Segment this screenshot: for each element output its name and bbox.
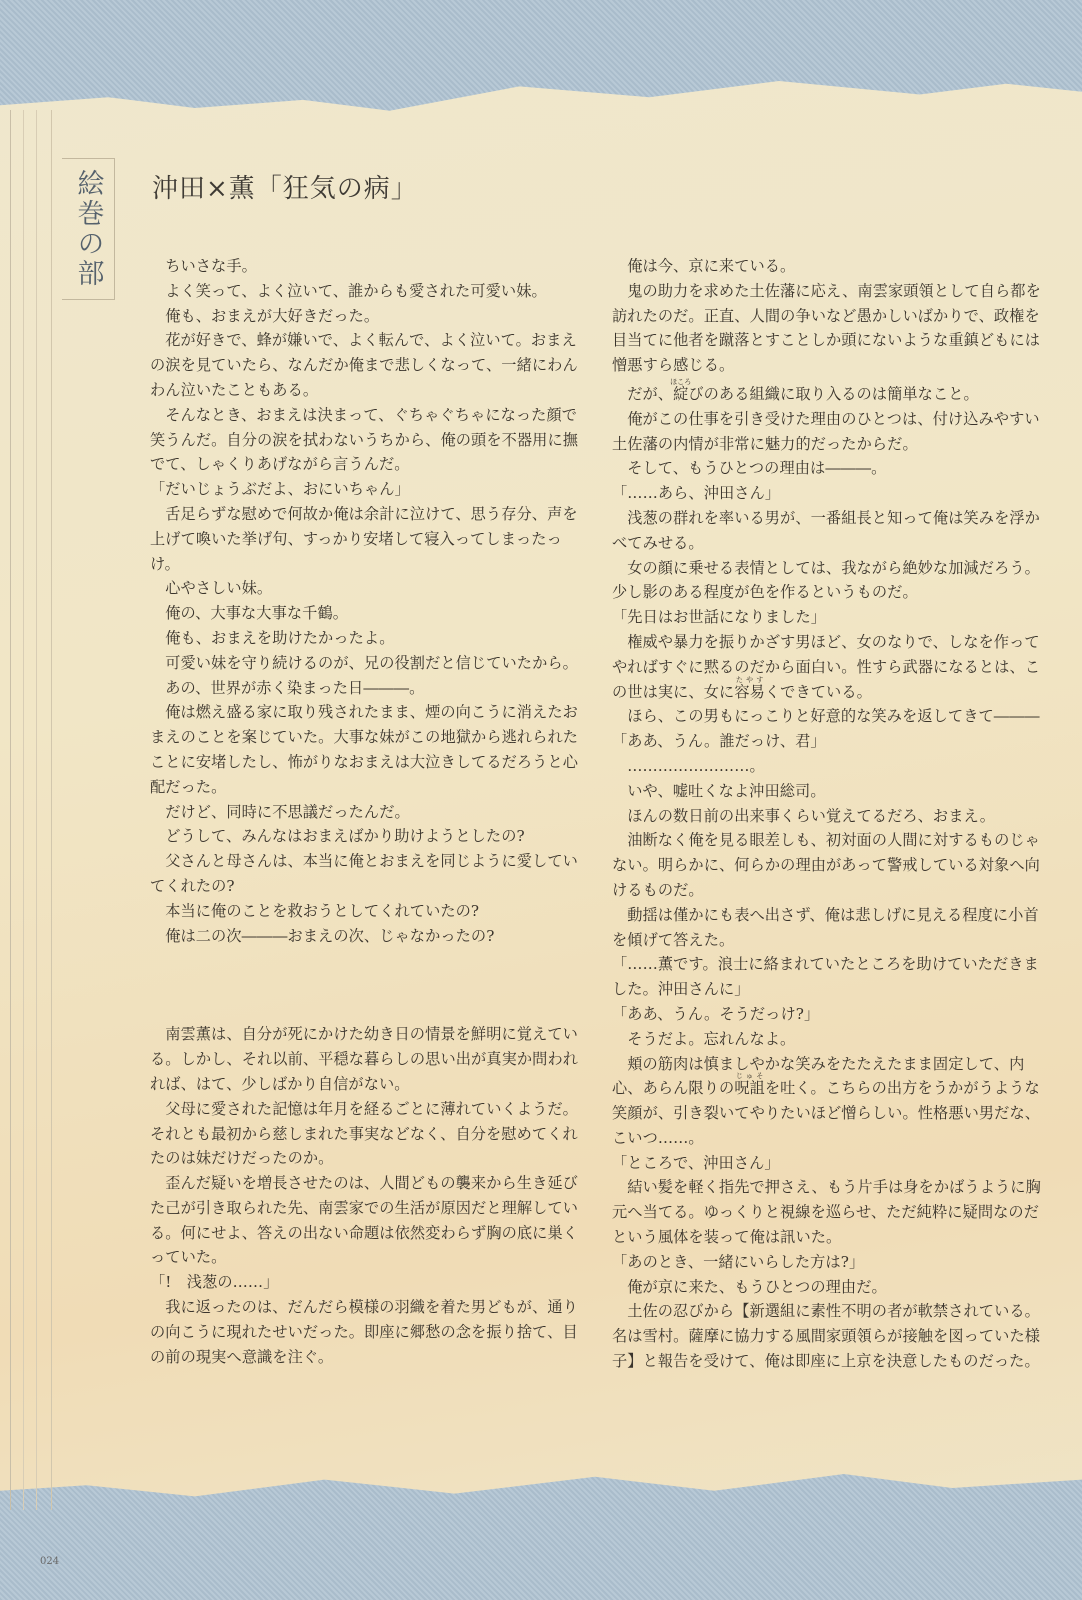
section-label: 絵巻の部 xyxy=(62,158,115,300)
ruby-reading: たやす xyxy=(734,675,765,684)
paragraph: 「! 浅葱の……」 xyxy=(150,1273,279,1292)
paragraph: 浅葱の群れを率いる男が、一番組長と知って俺は笑みを浮かべてみせる。 xyxy=(612,508,1040,552)
paragraph: いや、嘘吐くなよ沖田総司。 xyxy=(627,781,826,800)
paragraph: 歪んだ疑いを増長させたのは、人間どもの襲来から生き延びた己が引き取られた先、南雲家での生活が原因だと理解している。何にせよ、答えの出ない命題は依然変わらず胸の底に巣くっていた。 xyxy=(150,1174,579,1267)
paragraph: どうして、みんなはおまえばかり助けようとしたの? xyxy=(165,827,525,846)
paragraph xyxy=(612,630,1052,704)
paragraph: 俺が京に来た、もうひとつの理由だ。 xyxy=(627,1277,887,1296)
paragraph: あの、世界が赤く染まった日―――。 xyxy=(165,678,425,697)
text-segment: びのある組織に取り入るのは簡単なこと。 xyxy=(688,384,979,403)
paragraph: 俺は二の次―――おまえの次、じゃなかったの? xyxy=(165,926,495,945)
torn-paper-header-band xyxy=(0,0,1082,135)
paragraph: 「ああ、うん。誰だっけ、君」 xyxy=(612,732,826,751)
ruby-word xyxy=(734,1072,765,1098)
paragraph: 花が好きで、蜂が嫌いで、よく転んで、よく泣いて。おまえの涙を見ていたら、なんだか俺まで悲しくなって、一緒にわんわん泣いたこともある。 xyxy=(150,331,578,399)
paragraph: そんなとき、おまえは決まって、ぐちゃぐちゃになった顔で笑うんだ。自分の涙を拭わないうちから、俺の頭を不器用に撫でて、しゃくりあげながら言うんだ。 xyxy=(150,405,579,474)
right-text-column xyxy=(612,254,1052,1374)
paragraph: ほんの数日前の出来事くらい覚えてるだろ、おまえ。 xyxy=(627,806,995,825)
paragraph: 「先日はお世話になりました」 xyxy=(612,608,827,627)
ruby-base: 呪詛 xyxy=(734,1079,765,1098)
paragraph: そうだよ。忘れんなよ。 xyxy=(627,1029,796,1048)
paragraph: ……………………。 xyxy=(627,756,765,775)
ruby-base: 容易 xyxy=(734,682,765,701)
text-segment: 権威や暴力を振りかざす男ほど、女のなりで、しなを作ってやればすぐに黙るのだから面白い。性すら武器になるとは、この世は実に、女に xyxy=(612,632,1041,701)
paragraph: 本当に俺のことを救おうとしてくれていたの? xyxy=(165,901,480,920)
paragraph: 俺の、大事な大事な千鶴。 xyxy=(165,604,349,623)
paragraph: 俺も、おまえが大好きだった。 xyxy=(165,306,380,325)
paragraph: 心やさしい妹。 xyxy=(165,579,273,598)
paragraph: 舌足らずな慰めで何故か俺は余計に泣けて、思う存分、声を上げて喚いた挙げ句、すっかり安堵して寝入ってしまったっけ。 xyxy=(150,504,578,573)
paragraph: 父母に愛された記憶は年月を経るごとに薄れていくようだ。それとも最初から慈しまれた事実などなく、自分を慰めてくれたのは妹だけだったのか。 xyxy=(150,1099,578,1168)
paragraph: だけど、同時に不思議だったんだ。 xyxy=(165,802,410,821)
paragraph: 俺がこの仕事を引き受けた理由のひとつは、付け込みやすい土佐藩の内情が非常に魅力的だったからだ。 xyxy=(612,409,1040,453)
left-text-column xyxy=(150,254,580,1369)
ruby-word xyxy=(734,675,765,701)
text-section-1 xyxy=(150,254,580,948)
paragraph: 俺も、おまえを助けたかったよ。 xyxy=(165,628,395,647)
paragraph: よく笑って、よく泣いて、誰からも愛された可愛い妹。 xyxy=(165,281,547,300)
paragraph: 結い髪を軽く指先で押さえ、もう片手は身をかばうように胸元へ当てる。ゆっくりと視線を巡らせ、ただ純粋に疑問なのだという風体を装って俺は訊いた。 xyxy=(612,1178,1041,1247)
torn-paper-footer-band xyxy=(0,1460,1082,1600)
paragraph: 南雲薫は、自分が死にかけた幼き日の情景を鮮明に覚えている。しかし、それ以前、平穏な暮らしの思い出が真実か問われれば、はて、少しばかり自信がない。 xyxy=(150,1025,579,1093)
story-title: 沖田×薫「狂気の病」 xyxy=(152,174,418,204)
page-number: 024 xyxy=(40,1556,60,1567)
paragraph: 油断なく俺を見る眼差しも、初対面の人間に対するものじゃない。明らかに、何らかの理由があって警戒している対象へ向けるものだ。 xyxy=(612,831,1040,899)
paragraph: 俺は今、京に来ている。 xyxy=(627,257,796,275)
paragraph xyxy=(612,1052,1052,1151)
text-section-2 xyxy=(150,1022,580,1369)
ruby-reading: じゅそ xyxy=(734,1072,765,1081)
margin-rule-lines xyxy=(10,110,52,1510)
text-segment: だが、 xyxy=(627,384,674,403)
paragraph: 土佐の忍びから【新選組に素性不明の者が軟禁されている。名は雪村。薩摩に協力する風間家頭領らが接触を図っていた様子】と報告を受けて、俺は即座に上京を決意したものだった。 xyxy=(612,1302,1041,1371)
paragraph: 「……あら、沖田さん」 xyxy=(612,484,781,503)
ruby-base: 綻 xyxy=(670,384,692,403)
paragraph: 俺は燃え盛る家に取り残されたまま、煙の向こうに消えたおまえのことを案じていた。大事な妹がこの地獄から逃れられたことに安堵したし、怖がりなおまえは大泣きしてるだろうと心配だった。 xyxy=(150,703,579,796)
text-segment: 頬の筋肉は慎ましやかな笑みをたたえたまま固定して、内心、あらん限りの xyxy=(612,1054,1025,1098)
paragraph: 我に返ったのは、だんだら模様の羽織を着た男どもが、通りの向こうに現れたせいだった。即座に郷愁の念を振り捨て、目の前の現実へ意識を注ぐ。 xyxy=(150,1298,578,1366)
paragraph: そして、もうひとつの理由は―――。 xyxy=(627,459,887,478)
paragraph: ちいさな手。 xyxy=(165,257,257,275)
section-break xyxy=(150,948,580,1022)
paragraph: 女の顔に乗せる表情としては、我ながら絶妙な加減だろう。少し影のある程度が色を作るというものだ。 xyxy=(612,558,1040,602)
paragraph: ほら、この男もにっこりと好意的な笑みを返してきて――― xyxy=(627,707,1040,726)
text-segment: くできている。 xyxy=(764,682,872,701)
text-segment: を吐く。こちらの出方をうかがうような笑顔が、引き裂いてやりたいほど憎らしい。性格悪い男だな、こいつ……。 xyxy=(612,1079,1041,1147)
ruby-word xyxy=(670,377,692,403)
paragraph: 「……薫です。浪士に絡まれていたところを助けていただきました。沖田さんに」 xyxy=(612,955,1039,999)
ruby-reading: ほころ xyxy=(670,377,692,386)
paragraph: 可愛い妹を守り続けるのが、兄の役割だと信じていたから。 xyxy=(165,653,578,672)
paragraph: 鬼の助力を求めた土佐藩に応え、南雲家頭領として自ら都を訪れたのだ。正直、人間の争いなど愚かしいばかりで、政権を目当てに他者を蹴落とすことしか頭にないような重鎮どもには憎悪すら感じる。 xyxy=(612,281,1041,375)
paragraph: 「だいじょうぶだよ、おにいちゃん」 xyxy=(150,480,410,499)
paragraph: 「ああ、うん。そうだっけ?」 xyxy=(612,1004,820,1023)
paragraph: 動揺は僅かにも表へ出さず、俺は悲しげに見える程度に小首を傾げて答えた。 xyxy=(612,905,1039,949)
paragraph: 「あのとき、一緒にいらした方は?」 xyxy=(612,1252,865,1271)
paragraph: 「ところで、沖田さん」 xyxy=(612,1153,780,1172)
paragraph xyxy=(612,378,1052,407)
paragraph: 父さんと母さんは、本当に俺とおまえを同じように愛していてくれたの? xyxy=(150,852,578,895)
